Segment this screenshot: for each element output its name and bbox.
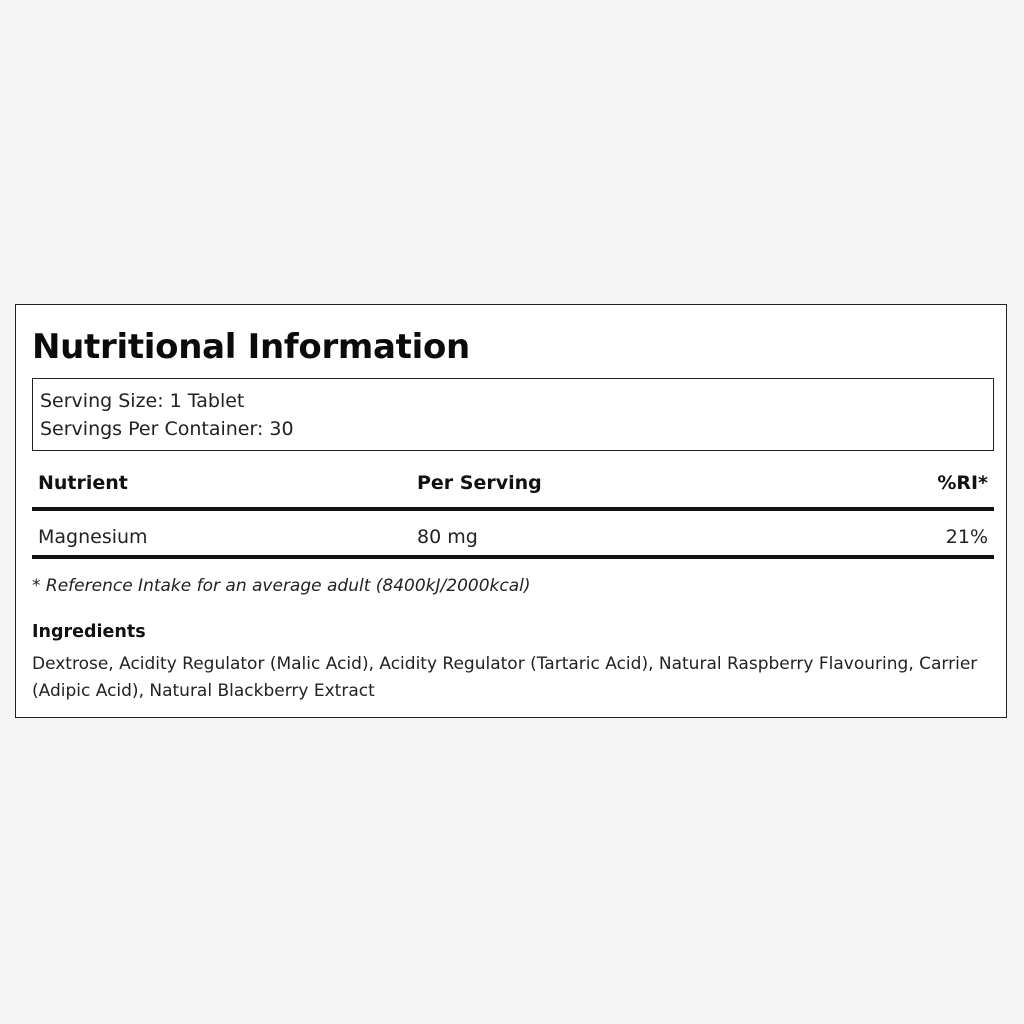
header-nutrient: Nutrient bbox=[38, 472, 128, 494]
nutrient-table-header bbox=[32, 465, 994, 511]
header-per-serving: Per Serving bbox=[417, 472, 542, 494]
nutrient-ri: 21% bbox=[945, 526, 988, 548]
nutrition-panel bbox=[15, 304, 1007, 718]
header-ri: %RI* bbox=[937, 472, 988, 494]
servings-per-container: Servings Per Container: 30 bbox=[40, 418, 294, 440]
nutrient-amount: 80 mg bbox=[417, 526, 478, 548]
nutrient-name: Magnesium bbox=[38, 526, 148, 548]
table-row bbox=[32, 511, 994, 559]
serving-info-box bbox=[32, 378, 994, 451]
ingredients-text: Dextrose, Acidity Regulator (Malic Acid), Acidity Regulator (Tartaric Acid), Natural Raspberry Flavouring, Carrier (Adipic Acid), Natural Blackberry Extract bbox=[32, 654, 978, 701]
serving-size: Serving Size: 1 Tablet bbox=[40, 390, 245, 412]
ingredients-heading: Ingredients bbox=[32, 622, 146, 642]
ri-footnote: * Reference Intake for an average adult (8400kJ/2000kcal) bbox=[32, 576, 531, 596]
panel-title: Nutritional Information bbox=[32, 327, 470, 367]
